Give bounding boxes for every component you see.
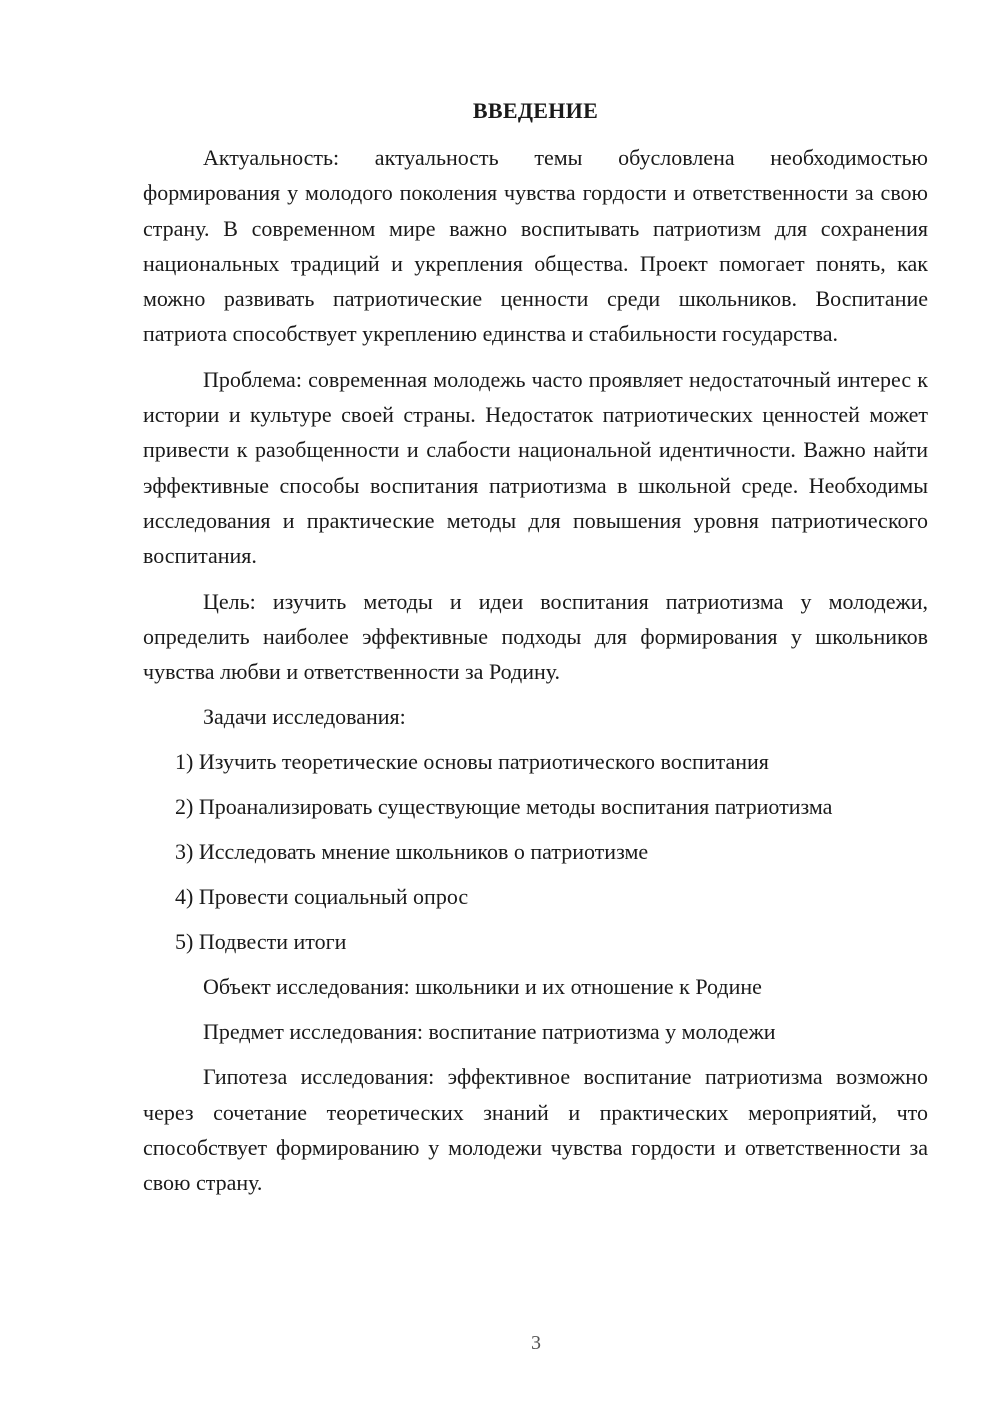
task-item: 1) Изучить теоретические основы патриотического воспитания — [175, 749, 769, 775]
tasks-heading: Задачи исследования: — [203, 704, 406, 730]
task-item: 4) Провести социальный опрос — [175, 884, 469, 910]
task-item: 2) Проанализировать существующие методы воспитания патриотизма — [175, 794, 833, 820]
relevance-paragraph: Актуальность: актуальность темы обусловлена необходимостью формирования у молодого поколения чувства гордости и ответственности за свою страну. В современном мире важно воспитывать патриотизм для сохранения национальных традиций и укрепления общества. Проект помогает понять, как можно развивать патриотические ценности среди школьников. Воспитание патриота способствует укреплению единства и стабильности государства. — [143, 145, 928, 347]
task-item: 5) Подвести итоги — [175, 929, 347, 955]
page-number: 3 — [531, 1332, 541, 1354]
research-object: Объект исследования: школьники и их отношение к Родине — [203, 974, 762, 1000]
tasks-list — [143, 744, 928, 959]
document-page — [143, 93, 928, 1211]
goal-paragraph: Цель: изучить методы и идеи воспитания патриотизма у молодежи, определить наиболее эффективные подходы для формирования у школьников чувства любви и ответственности за Родину. — [143, 588, 928, 685]
hypothesis-paragraph: Гипотеза исследования: эффективное воспитание патриотизма возможно через сочетание теоретических знаний и практических мероприятий, что способствует формированию у молодежи чувства гордости и ответственности за свою страну. — [143, 1064, 928, 1196]
page-title: ВВЕДЕНИЕ — [472, 98, 599, 123]
research-subject: Предмет исследования: воспитание патриотизма у молодежи — [203, 1019, 776, 1045]
task-item: 3) Исследовать мнение школьников о патриотизме — [175, 839, 649, 865]
problem-paragraph: Проблема: современная молодежь часто проявляет недостаточный интерес к истории и культуре своей страны. Недостаток патриотических ценностей может привести к разобщенности и слабости национальной идентичности. Важно найти эффективные способы воспитания патриотизма в школьной среде. Необходимы исследования и практические методы для повышения уровня патриотического воспитания. — [143, 366, 928, 569]
